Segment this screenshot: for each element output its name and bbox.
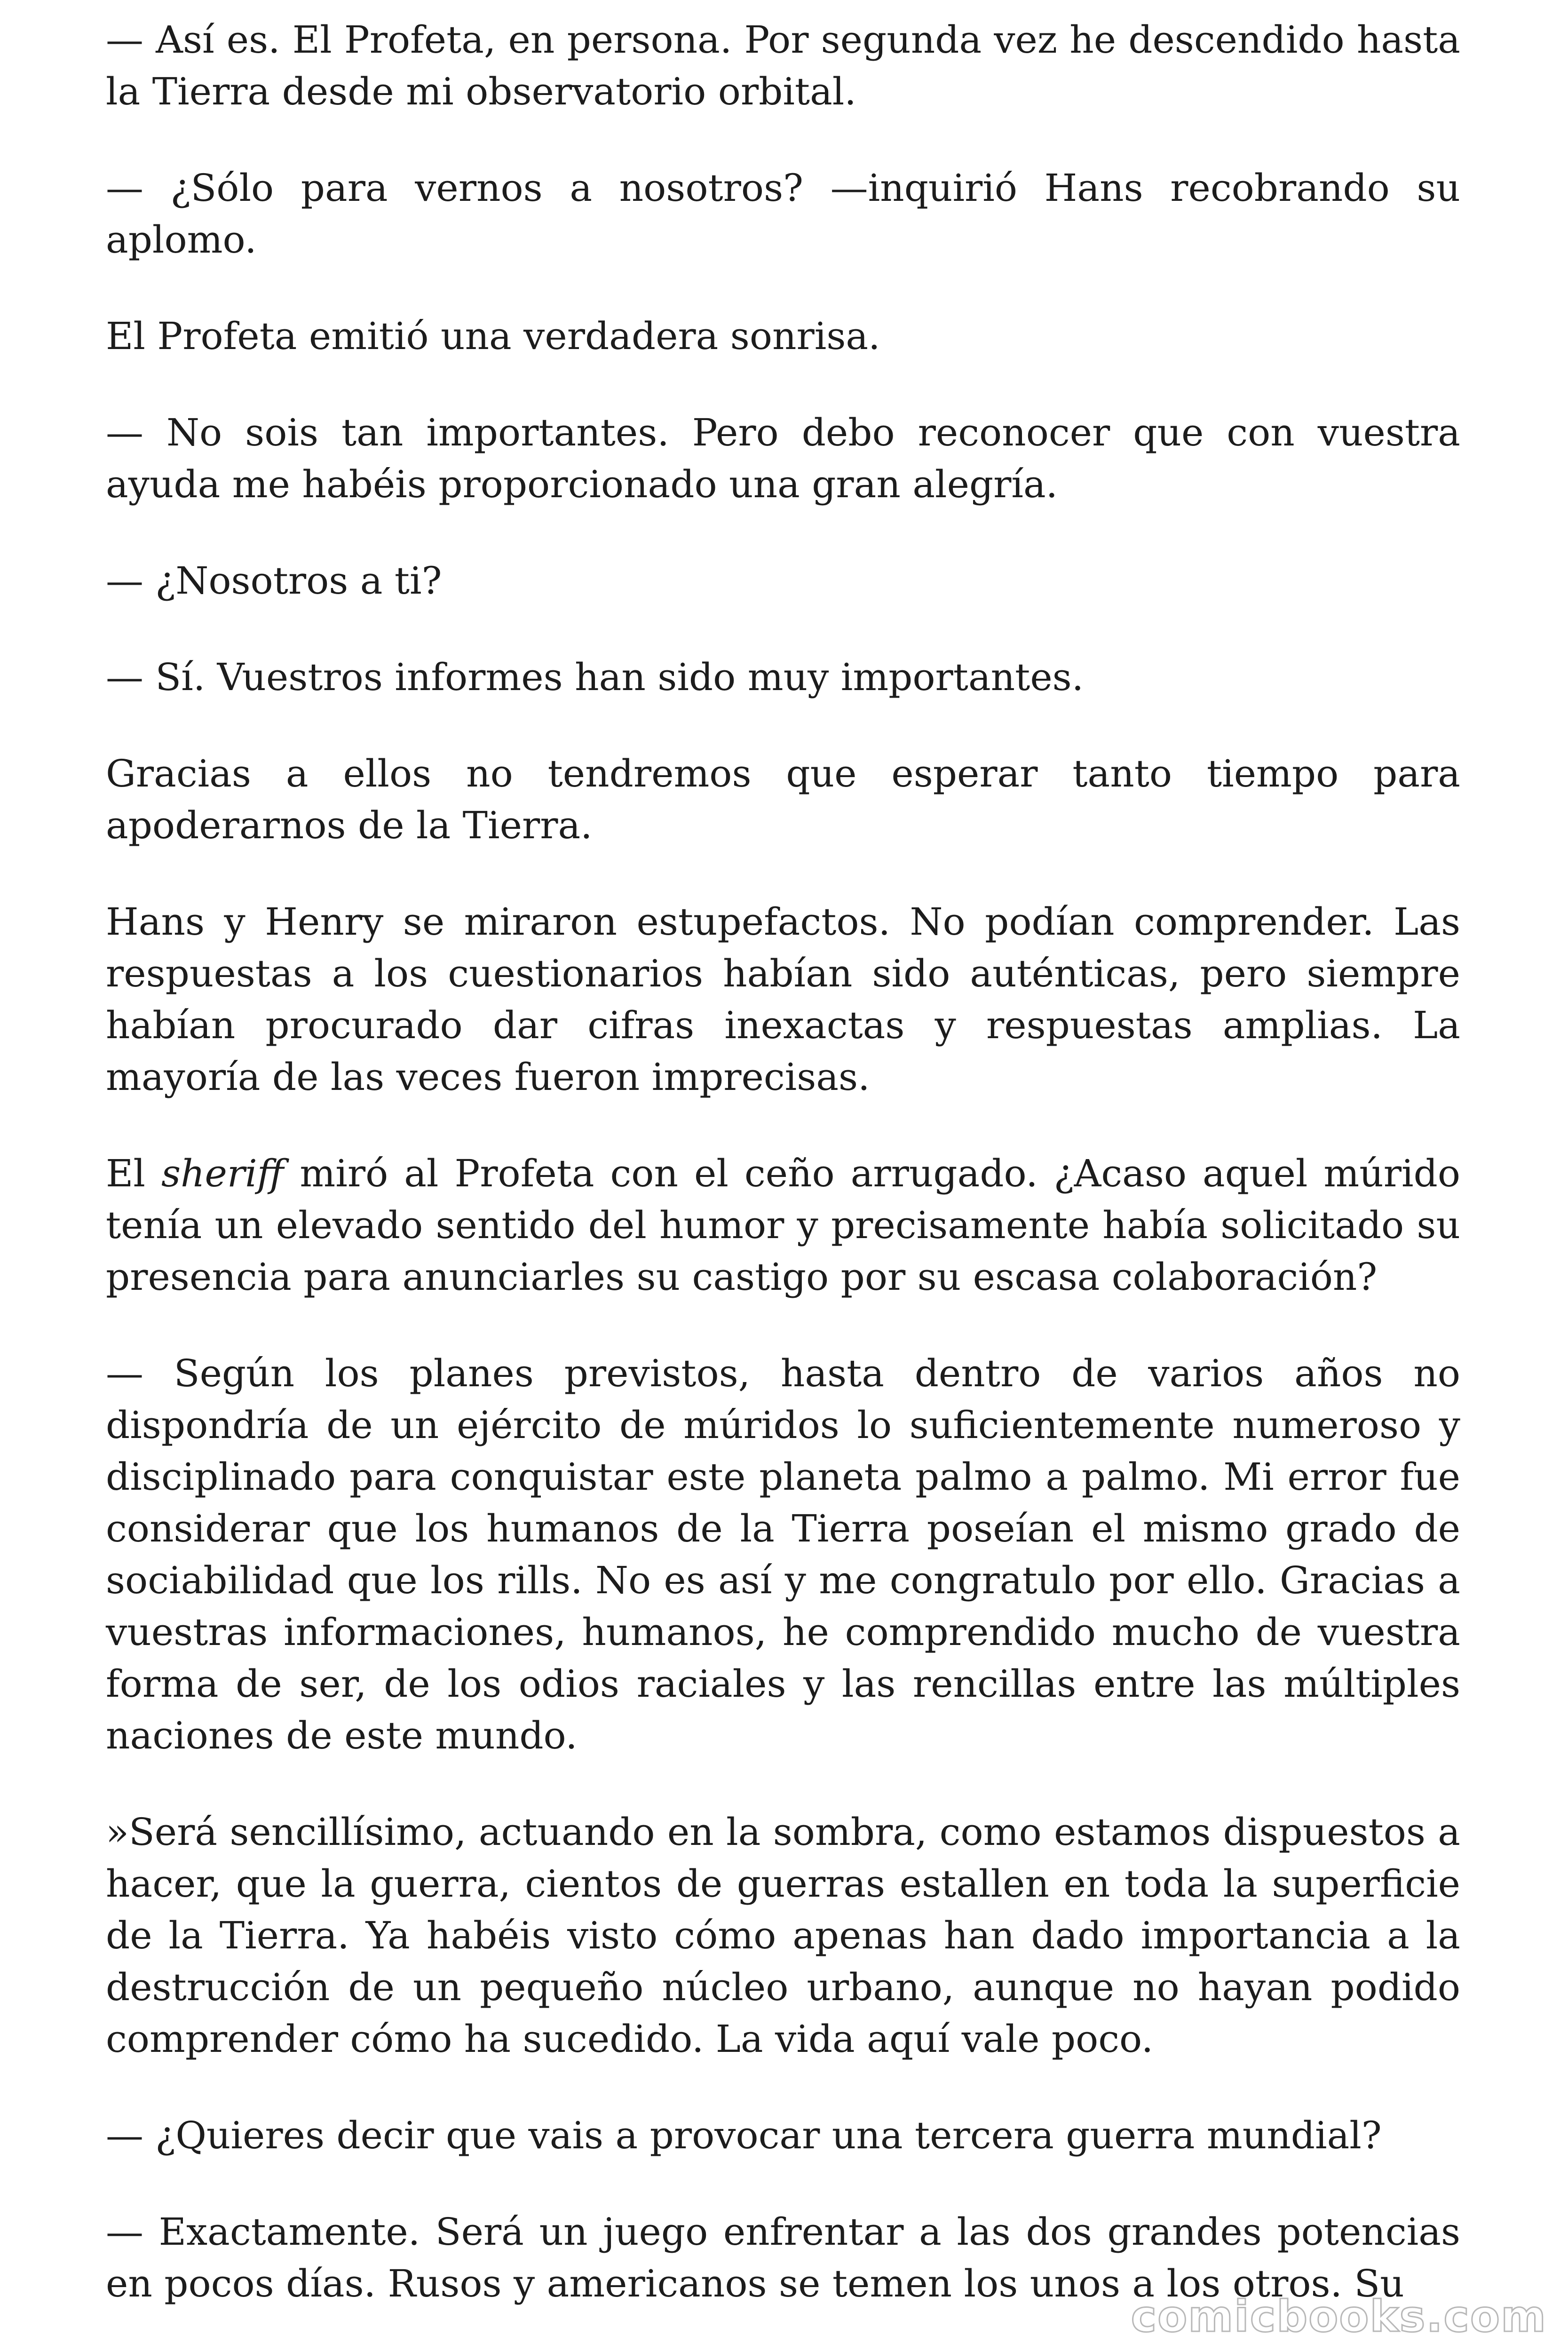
paragraph-3: El Profeta emitió una verdadera sonrisa. xyxy=(106,314,880,358)
paragraph-9 xyxy=(106,1148,1460,1303)
paragraph-4: — No sois tan importantes. Pero debo reconocer que con vuestra ayuda me habéis proporcionado una gran alegría. xyxy=(106,411,1460,506)
paragraph-5: — ¿Nosotros a ti? xyxy=(106,559,442,603)
paragraph-6: — Sí. Vuestros informes han sido muy importantes. xyxy=(106,655,1084,699)
paragraph-12: — ¿Quieres decir que vais a provocar una tercera guerra mundial? xyxy=(106,2114,1382,2157)
paragraph-10: — Según los planes previstos, hasta dentro de varios años no dispondría de un ejército de múridos lo suficientemente numeroso y disciplinado para conquistar este planeta palmo a palmo. Mi error fue considerar que los humanos de la Tierra poseían el mismo grado de sociabilidad que los rills. No es así y me congratulo por ello. Gracias a vuestras informaciones, humanos, he comprendido mucho de vuestra forma de ser, de los odios raciales y las rencillas entre las múltiples naciones de este mundo. xyxy=(106,1351,1460,1757)
body-text xyxy=(106,14,1460,2310)
paragraph-1: — Así es. El Profeta, en persona. Por segunda vez he descendido hasta la Tierra desde mi observatorio orbital. xyxy=(106,18,1460,113)
paragraph-2: — ¿Sólo para vernos a nosotros? —inquirió Hans recobrando su aplomo. xyxy=(106,166,1460,262)
paragraph-9-after: miró al Profeta con el ceño arrugado. ¿Acaso aquel múrido tenía un elevado sentido del humor y precisamente había solicitado su presencia para anunciarles su castigo por su escasa colaboración? xyxy=(106,1152,1460,1299)
paragraph-9-before: El xyxy=(106,1152,161,1195)
watermark: comicbooks.com xyxy=(1131,2291,1547,2342)
paragraph-8: Hans y Henry se miraron estupefactos. No podían comprender. Las respuestas a los cuestionarios habían sido auténticas, pero siempre habían procurado dar cifras inexactas y respuestas amplias. La mayoría de las veces fueron imprecisas. xyxy=(106,900,1460,1099)
paragraph-9-emphasis: sheriff xyxy=(161,1152,284,1195)
paragraph-11: »Será sencillísimo, actuando en la sombra, como estamos dispuestos a hacer, que la guerra, cientos de guerras estallen en toda la superficie de la Tierra. Ya habéis visto cómo apenas han dado importancia a la destrucción de un pequeño núcleo urbano, aunque no hayan podido comprender cómo ha sucedido. La vida aquí vale poco. xyxy=(106,1810,1460,2061)
paragraph-13: — Exactamente. Será un juego enfrentar a las dos grandes potencias en pocos días. Rusos y americanos se temen los unos a los otros. Su xyxy=(106,2210,1460,2305)
paragraph-7: Gracias a ellos no tendremos que esperar tanto tiempo para apoderarnos de la Tierra. xyxy=(106,752,1460,847)
